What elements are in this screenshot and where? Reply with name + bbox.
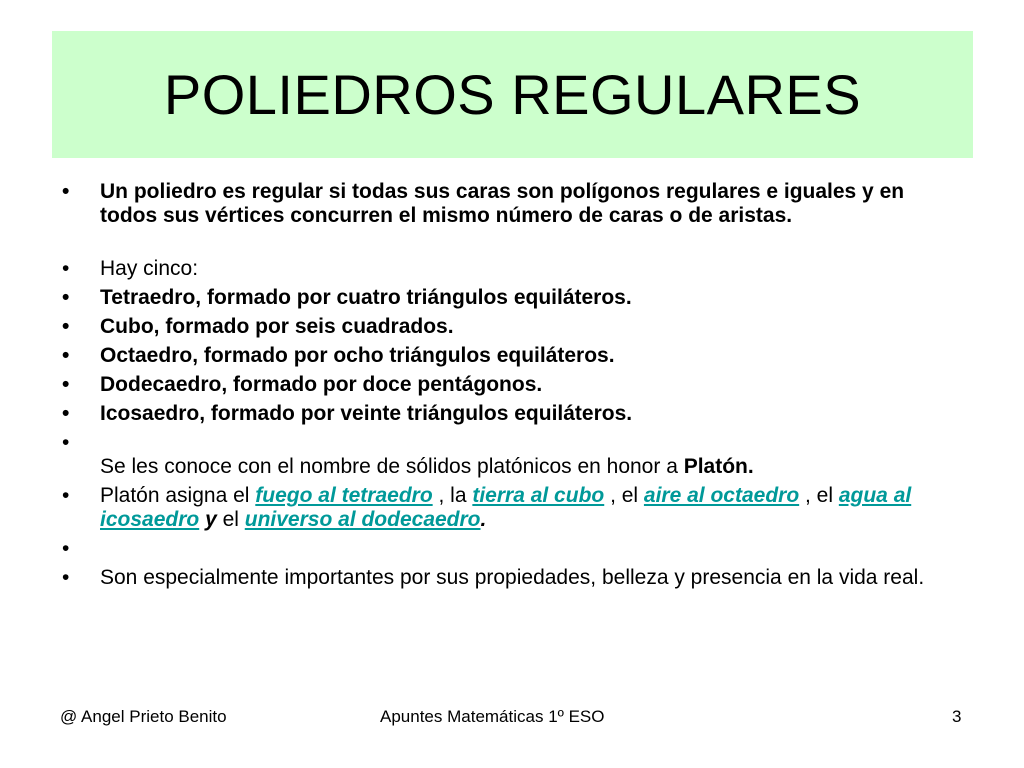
assign-text-6: el: [216, 508, 245, 531]
footer-author: @ Angel Prieto Benito: [60, 707, 227, 726]
list-item-icosaedro: • Icosaedro, formado por veinte triángulos equiláteros.: [60, 402, 960, 426]
platonic-text: Se les conoce con el nombre de sólidos platónicos en honor a: [100, 455, 684, 478]
title-banner: [52, 31, 973, 158]
page-title: POLIEDROS REGULARES: [163, 63, 862, 126]
list-item-tetraedro: • Tetraedro, formado por cuatro triángulos equiláteros.: [60, 286, 960, 310]
list-item-dodecaedro: • Dodecaedro, formado por doce pentágonos.: [60, 373, 960, 397]
assign-text-3: , el: [604, 484, 644, 507]
list-item-platonic: [60, 431, 960, 479]
list-item-intro: • Hay cinco:: [60, 257, 960, 281]
link-agua-icosaedro[interactable]: agua al icosaedro: [100, 484, 912, 531]
list-item-important: • Son especialmente importantes por sus propiedades, belleza y presencia en la vida real.: [60, 566, 960, 590]
list-item-assign: [60, 484, 960, 532]
footer-course: Apuntes Matemáticas 1º ESO: [380, 707, 605, 726]
list-item-octaedro: • Octaedro, formado por ocho triángulos equiláteros.: [60, 344, 960, 368]
footer-page-number: 3: [952, 707, 962, 726]
link-tierra-cubo[interactable]: tierra al cubo: [472, 484, 605, 507]
assign-text-2: , la: [432, 484, 473, 507]
link-fuego-tetraedro[interactable]: fuego al tetraedro: [255, 484, 433, 507]
assign-text-4: , el: [799, 484, 839, 507]
assign-end: .: [480, 508, 487, 531]
assign-text-1: Platón asigna el: [100, 484, 256, 507]
bullet-list: [60, 180, 960, 595]
list-item-cubo: • Cubo, formado por seis cuadrados.: [60, 315, 960, 339]
platon-name: Platón.: [683, 455, 754, 478]
link-aire-octaedro[interactable]: aire al octaedro: [643, 484, 800, 507]
link-universo-dodecaedro[interactable]: universo al dodecaedro: [244, 508, 481, 531]
list-item-definition: • Un poliedro es regular si todas sus caras son polígonos regulares e iguales y en todos sus vértices concurren el mismo número de caras o de aristas.: [60, 180, 960, 228]
assign-y: y: [205, 508, 217, 531]
list-item-empty: [60, 537, 960, 561]
